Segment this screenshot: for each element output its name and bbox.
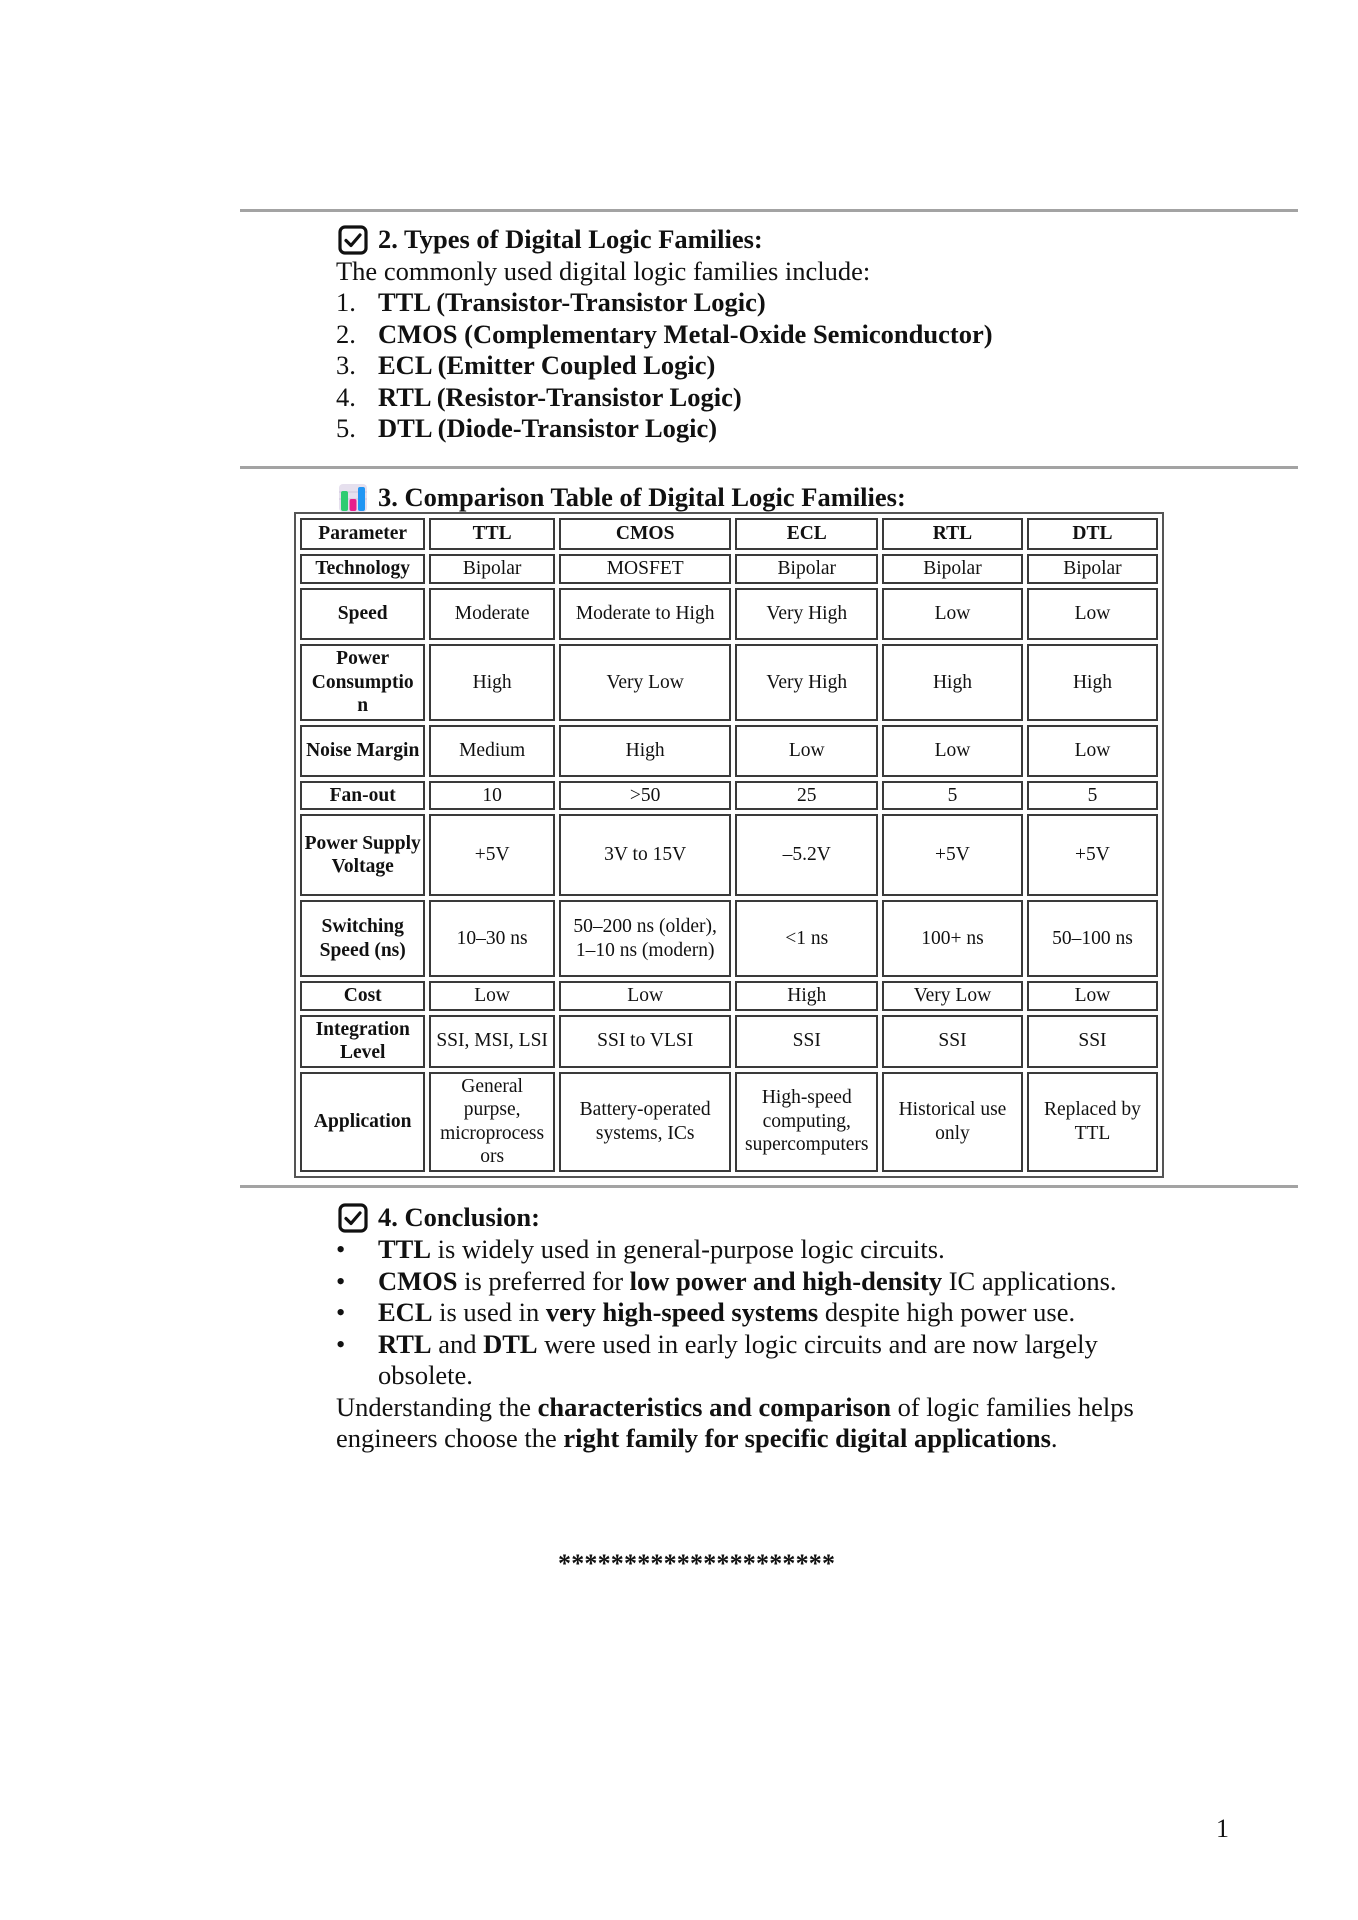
comparison-table (294, 512, 1164, 1178)
table-cell: Low (1027, 725, 1158, 777)
table-cell: MOSFET (559, 554, 732, 584)
bullet-icon: • (336, 1297, 346, 1327)
column-header: TTL (429, 518, 554, 550)
summary-line: Understanding the characteristics and comparison of logic families helps (336, 1391, 1134, 1422)
table-cell: SSI to VLSI (559, 1015, 732, 1068)
end-separator: ********************* (558, 1549, 836, 1578)
table-cell: High (1027, 644, 1158, 721)
check-box-icon (338, 1203, 368, 1233)
summary-line: engineers choose the right family for specific digital applications. (336, 1423, 1058, 1453)
table-cell: Historical use only (882, 1072, 1023, 1172)
row-parameter-cell: Noise Margin (300, 725, 425, 777)
table-row (300, 1072, 1158, 1172)
table-cell: SSI (1027, 1015, 1158, 1068)
bullet-icon: • (336, 1265, 346, 1296)
table-cell: SSI, MSI, LSI (429, 1015, 554, 1068)
bullet-item: • CMOS is preferred for low power and high-density IC applications. (336, 1265, 1117, 1296)
table-cell: Bipolar (735, 554, 878, 584)
table-row (300, 981, 1158, 1011)
table-cell: 100+ ns (882, 900, 1023, 977)
table-cell: High (429, 644, 554, 721)
row-parameter-cell: Power Consumptio n (300, 644, 425, 721)
column-header: Parameter (300, 518, 425, 550)
list-item: 4. RTL (Resistor-Transistor Logic) (336, 381, 742, 412)
table-cell: 50–200 ns (older), 1–10 ns (modern) (559, 900, 732, 977)
section-divider (240, 1185, 1298, 1188)
column-header: CMOS (559, 518, 732, 550)
section-heading-text: 4. Conclusion: (378, 1202, 540, 1232)
table-cell: Medium (429, 725, 554, 777)
section-heading-text: 3. Comparison Table of Digital Logic Families: (378, 482, 906, 512)
table-cell: Low (559, 981, 732, 1011)
row-parameter-cell: Integration Level (300, 1015, 425, 1068)
table-cell: Low (429, 981, 554, 1011)
table-cell: 10–30 ns (429, 900, 554, 977)
table-cell: 5 (882, 781, 1023, 811)
section-2-intro: The commonly used digital logic families include: (336, 256, 871, 286)
table-cell: Battery-operated systems, ICs (559, 1072, 732, 1172)
table-cell: Very Low (882, 981, 1023, 1011)
table-cell: 10 (429, 781, 554, 811)
table-cell: 3V to 15V (559, 814, 732, 896)
check-box-icon (338, 225, 368, 255)
section-heading-text: 2. Types of Digital Logic Families: (378, 224, 763, 254)
list-item: 1. TTL (Transistor-Transistor Logic) (336, 287, 766, 317)
row-parameter-cell: Fan-out (300, 781, 425, 811)
table-cell: Very Low (559, 644, 732, 721)
table-cell: Low (735, 725, 878, 777)
table-cell: Bipolar (1027, 554, 1158, 584)
table-cell: +5V (429, 814, 554, 896)
table-row (300, 644, 1158, 721)
table-cell: 5 (1027, 781, 1158, 811)
table-cell: Very High (735, 644, 878, 721)
column-header: ECL (735, 518, 878, 550)
table-cell: SSI (882, 1015, 1023, 1068)
table-row (300, 900, 1158, 977)
column-header: DTL (1027, 518, 1158, 550)
table-cell: +5V (882, 814, 1023, 896)
bullet-icon: • (336, 1328, 346, 1359)
table-cell: Moderate (429, 588, 554, 640)
table-row (300, 725, 1158, 777)
table-header-row (300, 518, 1158, 550)
table-cell: Replaced by TTL (1027, 1072, 1158, 1172)
table-row (300, 1015, 1158, 1068)
table-cell: High (559, 725, 732, 777)
list-item: 3. ECL (Emitter Coupled Logic) (336, 350, 716, 380)
table-cell: High (735, 981, 878, 1011)
table-cell: SSI (735, 1015, 878, 1068)
bullet-item: • TTL is widely used in general-purpose logic circuits. (336, 1234, 945, 1264)
table-cell: <1 ns (735, 900, 878, 977)
table-cell: Moderate to High (559, 588, 732, 640)
table-cell: Bipolar (882, 554, 1023, 584)
bullet-icon: • (336, 1234, 346, 1264)
section-divider (240, 209, 1298, 212)
table-row (300, 814, 1158, 896)
table-cell: High (882, 644, 1023, 721)
section-4-heading (338, 1202, 540, 1234)
table-cell: 25 (735, 781, 878, 811)
row-parameter-cell: Power Supply Voltage (300, 814, 425, 896)
table-cell: –5.2V (735, 814, 878, 896)
table-row (300, 781, 1158, 811)
bar-chart-icon (338, 483, 368, 513)
row-parameter-cell: Technology (300, 554, 425, 584)
column-header: RTL (882, 518, 1023, 550)
table-cell: Bipolar (429, 554, 554, 584)
row-parameter-cell: Cost (300, 981, 425, 1011)
table-row (300, 588, 1158, 640)
section-2-heading (338, 224, 763, 256)
table-cell: Low (882, 588, 1023, 640)
table-cell: 50–100 ns (1027, 900, 1158, 977)
table-cell: High-speed computing, supercomputers (735, 1072, 878, 1172)
bullet-item: • RTL and DTL were used in early logic circuits and are now largely (336, 1328, 1098, 1359)
bullet-item-continuation: obsolete. (378, 1360, 473, 1390)
table-row (300, 554, 1158, 584)
table-cell: Very High (735, 588, 878, 640)
section-3-heading (338, 482, 906, 514)
bullet-item: • ECL is used in very high-speed systems despite high power use. (336, 1297, 1076, 1327)
row-parameter-cell: Speed (300, 588, 425, 640)
table-cell: General purpse, microprocess ors (429, 1072, 554, 1172)
row-parameter-cell: Switching Speed (ns) (300, 900, 425, 977)
list-item: 2. CMOS (Complementary Metal-Oxide Semiconductor) (336, 318, 993, 349)
section-divider (240, 466, 1298, 469)
list-item: 5. DTL (Diode-Transistor Logic) (336, 413, 718, 443)
table-cell: Low (882, 725, 1023, 777)
page-number: 1 (1216, 1814, 1229, 1843)
table-cell: +5V (1027, 814, 1158, 896)
table-cell: >50 (559, 781, 732, 811)
table-cell: Low (1027, 981, 1158, 1011)
row-parameter-cell: Application (300, 1072, 425, 1172)
table-cell: Low (1027, 588, 1158, 640)
